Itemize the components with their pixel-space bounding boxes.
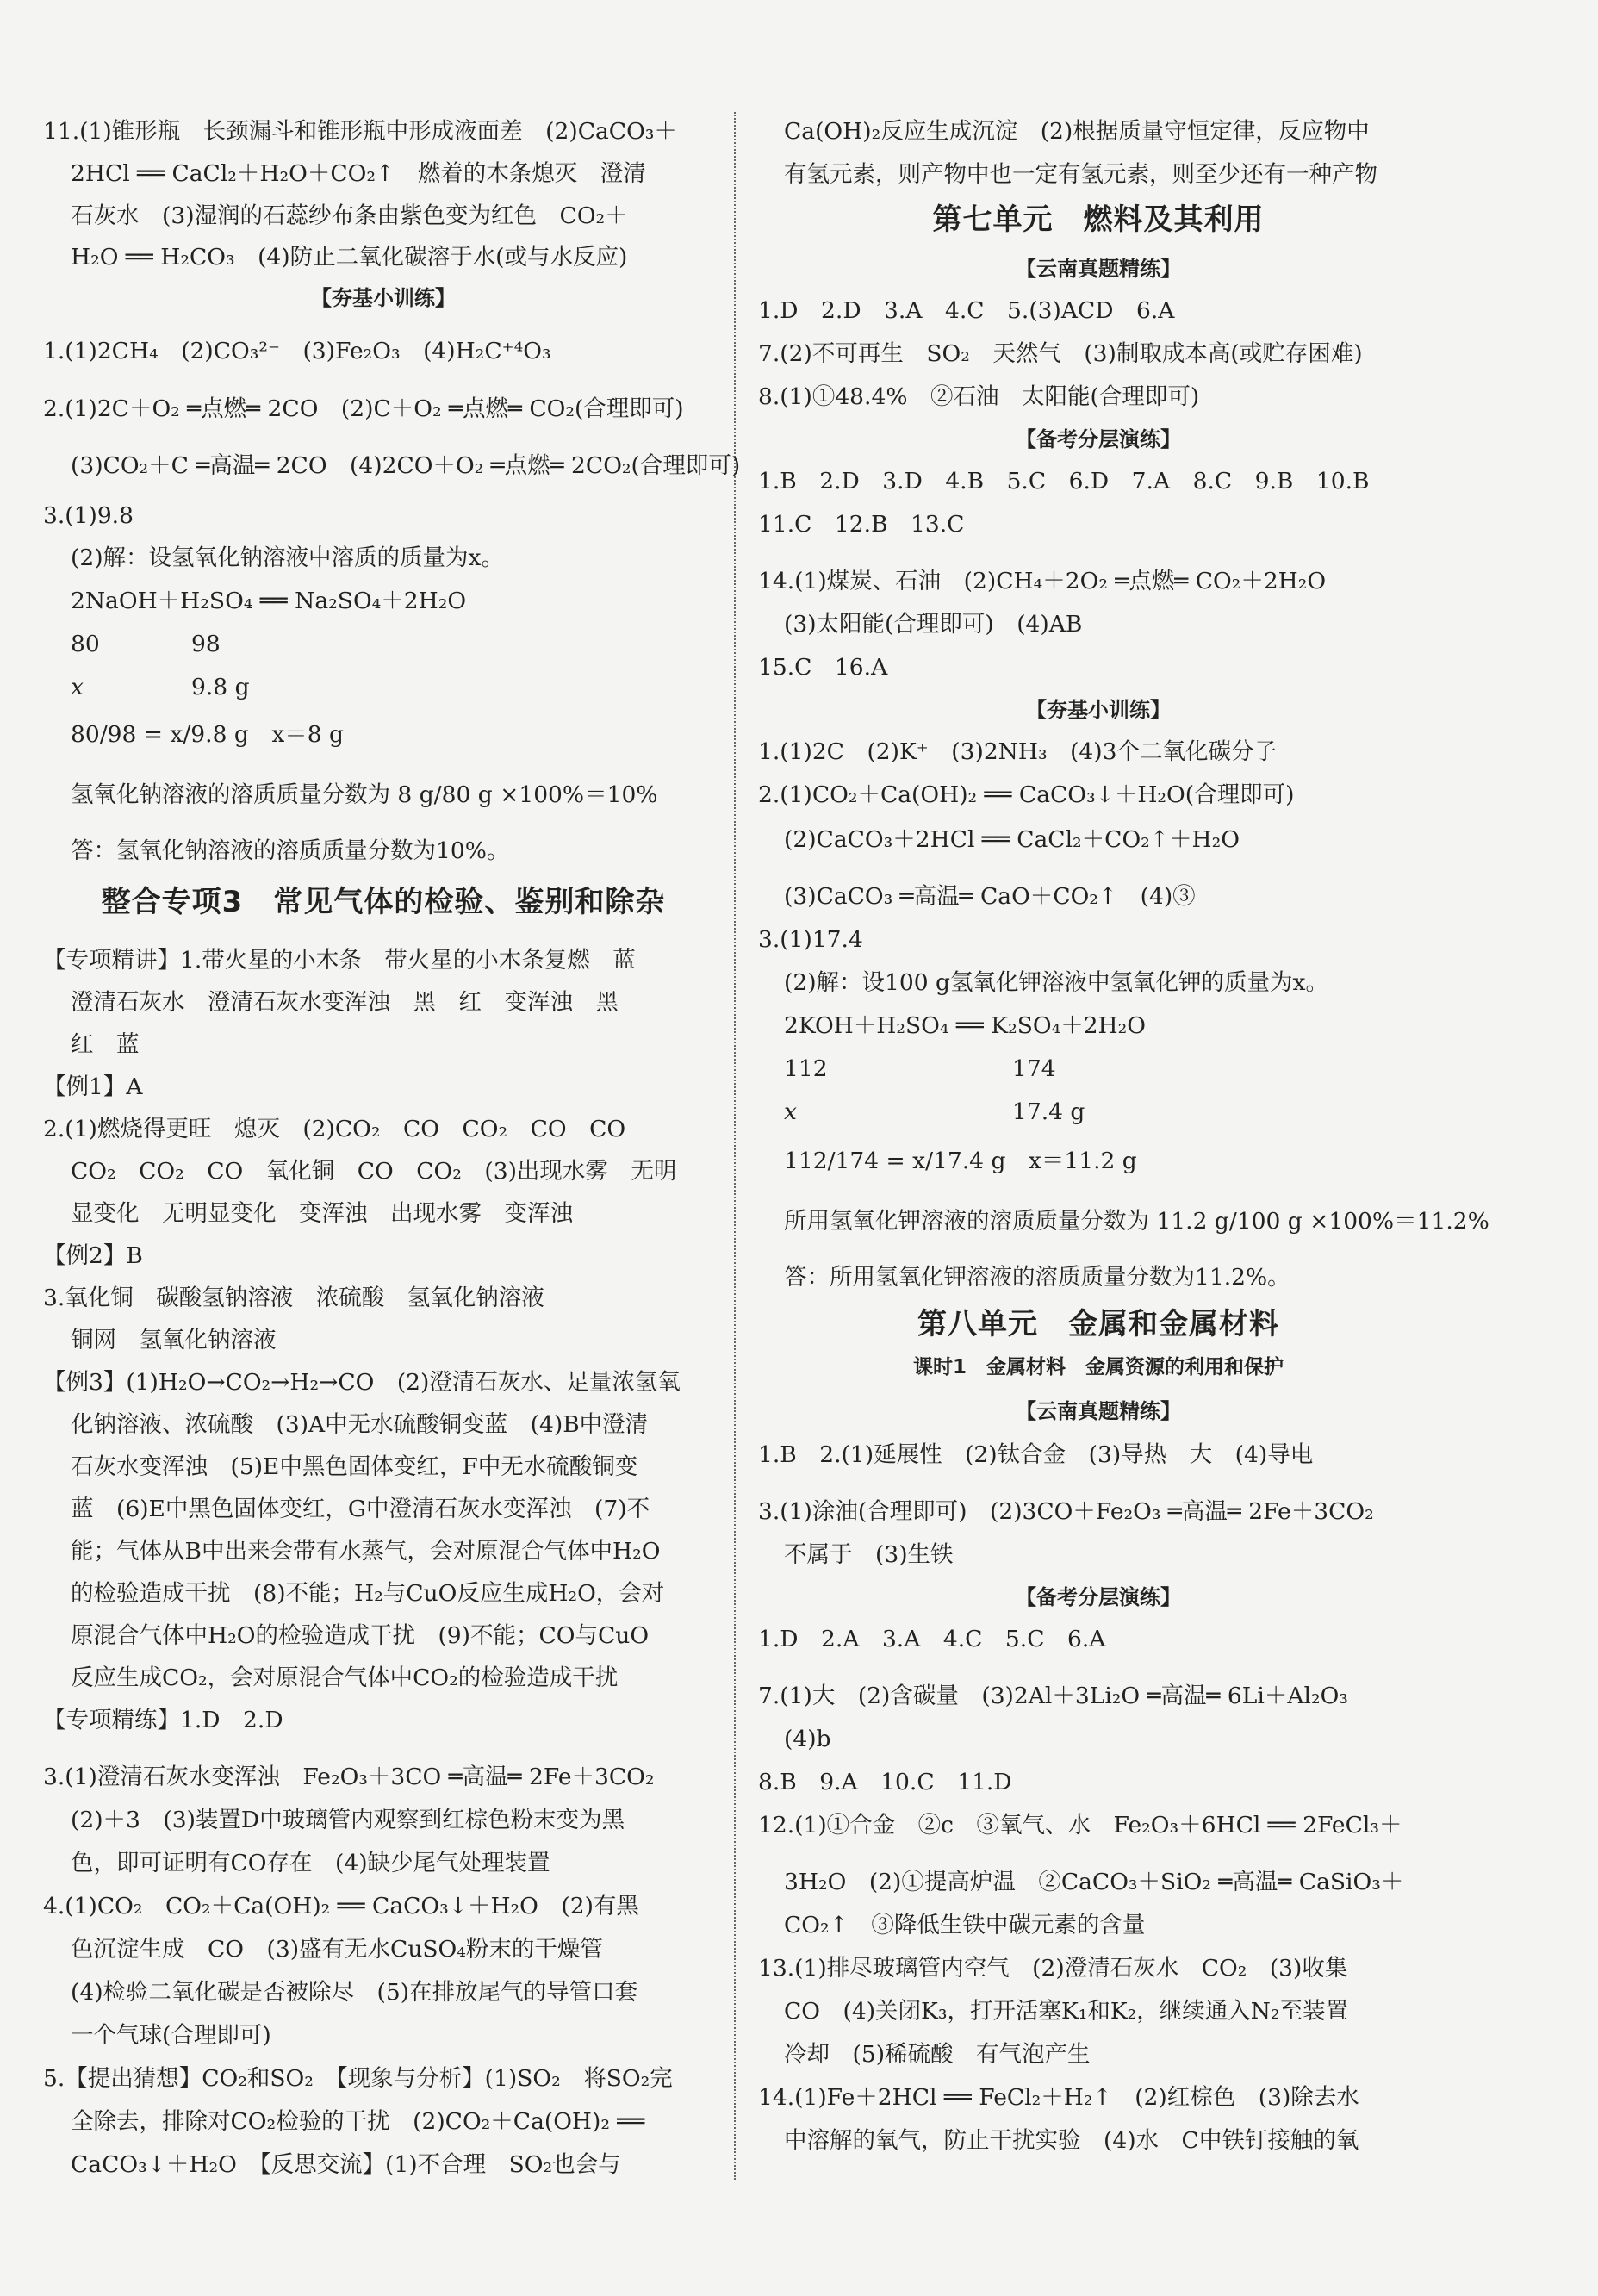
beikao-heading-1: 【备考分层演练】 xyxy=(1016,427,1181,451)
r-duoji-1: 1.(1)2C (2)K⁺ (3)2NH₃ (4)3个二氧化碳分子 xyxy=(758,738,1277,765)
zj2-line-1: 2.(1)燃烧得更旺 熄灭 (2)CO₂ CO CO₂ CO CO xyxy=(43,1116,626,1142)
answer: 答：氢氧化钠溶液的溶质质量分数为10%。 xyxy=(71,837,510,864)
zj1-line-1: 【专项精讲】1.带火星的小木条 带火星的小木条复燃 蓝 xyxy=(43,947,636,974)
u8-14-line-1: 14.(1)Fe＋2HCl ══ FeCl₂＋H₂↑ (2)红棕色 (3)除去水 xyxy=(758,2084,1359,2111)
r-unknown-x: x xyxy=(784,1098,797,1125)
duoji-3-line-1: 3.(1)9.8 xyxy=(43,502,134,529)
zj1-line-2: 澄清石灰水 澄清石灰水变浑浊 黑 红 变浑浊 黑 xyxy=(71,989,619,1016)
jl4-line-3: (4)检验二氧化碳是否被除尽 (5)在排放尾气的导管口套 xyxy=(71,1979,638,2006)
jl-1: 【专项精练】1.D 2.D xyxy=(43,1707,283,1733)
q11-line-4: H₂O ══ H₂CO₃ (4)防止二氧化碳溶于水(或与水反应) xyxy=(71,244,628,271)
u7-bk-14-line-2: (3)太阳能(合理即可) (4)AB xyxy=(784,611,1083,638)
molar-mass-80: 80 xyxy=(71,631,100,657)
jl5-line-1: 5.【提出猜想】CO₂和SO₂ 【现象与分析】(1)SO₂ 将SO₂完 xyxy=(43,2065,673,2092)
unit8-title: 第八单元 金属和金属材料 xyxy=(917,1307,1279,1341)
zj3-line-1: 3.氧化铜 碳酸氢钠溶液 浓硫酸 氢氧化钠溶液 xyxy=(43,1285,544,1311)
duoji-1: 1.(1)2CH₄ (2)CO₃²⁻ (3)Fe₂O₃ (4)H₂C⁺⁴O₃ xyxy=(43,338,551,364)
u8-yn-line-2: 3.(1)涂油(合理即可) (2)3CO＋Fe₂O₃ ═高温═ 2Fe＋3CO₂ xyxy=(758,1498,1374,1525)
jl4-line-2: 色沉淀生成 CO (3)盛有无水CuSO₄粉末的干燥管 xyxy=(71,1936,603,1963)
jl3-line-3: 色，即可证明有CO存在 (4)缺少尾气处理装置 xyxy=(71,1850,550,1876)
beikao-heading-2: 【备考分层演练】 xyxy=(1016,1585,1181,1609)
duoji-3-line-2: (2)解：设氢氧化钠溶液中溶质的质量为x。 xyxy=(71,544,504,571)
cont-line-1: Ca(OH)₂反应生成沉淀 (2)根据质量守恒定律，反应物中 xyxy=(784,118,1370,145)
ex3-line-5: 能；气体从B中出来会带有水蒸气，会对原混合气体中H₂O xyxy=(71,1538,661,1565)
ex3-line-2: 化钠溶液、浓硫酸 (3)A中无水硫酸铜变蓝 (4)B中澄清 xyxy=(71,1411,649,1438)
r-proportion: 112/174 = x/17.4 g x＝11.2 g xyxy=(784,1148,1137,1174)
molar-mass-98: 98 xyxy=(191,631,221,657)
u8-13-line-2: CO (4)关闭K₃，打开活塞K₁和K₂，继续通入N₂至装置 xyxy=(784,1998,1349,2025)
u7-yn-line-2: 7.(2)不可再生 SO₂ 天然气 (3)制取成本高(或贮存困难) xyxy=(758,340,1363,367)
jl5-line-3: CaCO₃↓＋H₂O 【反思交流】(1)不合理 SO₂也会与 xyxy=(71,2151,621,2178)
unit7-title: 第七单元 燃料及其利用 xyxy=(932,202,1265,237)
u8-12-line-2: 3H₂O (2)①提高炉温 ②CaCO₃＋SiO₂ ═高温═ CaSiO₃＋ xyxy=(784,1869,1404,1895)
u8-14-line-2: 中溶解的氧气，防止干扰实验 (4)水 C中铁钉接触的氧 xyxy=(784,2127,1359,2154)
zj1-line-3: 红 蓝 xyxy=(71,1031,140,1058)
molar-mass-174: 174 xyxy=(1012,1055,1056,1082)
section-heading-duoji: 【夯基小训练】 xyxy=(311,286,456,310)
jl3-line-1: 3.(1)澄清石灰水变浑浊 Fe₂O₃＋3CO ═高温═ 2Fe＋3CO₂ xyxy=(43,1764,655,1790)
u7-yn-line-3: 8.(1)①48.4% ②石油 太阳能(合理即可) xyxy=(758,383,1200,410)
u7-bk-line-1: 1.B 2.D 3.D 4.B 5.C 6.D 7.A 8.C 9.B 10.B xyxy=(758,468,1370,495)
proportion: 80/98 = x/9.8 g x＝8 g xyxy=(71,721,345,748)
u7-bk-14-line-1: 14.(1)煤炭、石油 (2)CH₄＋2O₂ ═点燃═ CO₂＋2H₂O xyxy=(758,568,1327,594)
zj3-line-2: 铜网 氢氧化钠溶液 xyxy=(71,1327,277,1353)
u8-yn-line-1: 1.B 2.(1)延展性 (2)钛合金 (3)导热 大 (4)导电 xyxy=(758,1441,1314,1468)
duoji-heading-2: 【夯基小训练】 xyxy=(1026,698,1171,722)
jl5-line-2: 全除去，排除对CO₂检验的干扰 (2)CO₂＋Ca(OH)₂ ══ xyxy=(71,2108,645,2135)
duoji-3-equation: 2NaOH＋H₂SO₄ ══ Na₂SO₄＋2H₂O xyxy=(71,588,467,614)
ex3-line-6: 的检验造成干扰 (8)不能；H₂与CuO反应生成H₂O，会对 xyxy=(71,1580,665,1607)
u8-12-line-3: CO₂↑ ③降低生铁中碳元素的含量 xyxy=(784,1912,1146,1938)
u8-bk-line-2: 7.(1)大 (2)含碳量 (3)2Al＋3Li₂O ═高温═ 6Li＋Al₂O₃ xyxy=(758,1683,1348,1709)
u8-12-line-1: 12.(1)①合金 ②c ③氧气、水 Fe₂O₃＋6HCl ══ 2FeCl₃＋ xyxy=(758,1812,1402,1839)
u7-bk-line-2: 11.C 12.B 13.C xyxy=(758,511,965,538)
r-duoji-2-line-2: (2)CaCO₃＋2HCl ══ CaCl₂＋CO₂↑＋H₂O xyxy=(784,826,1240,853)
mass-17-4g: 17.4 g xyxy=(1012,1098,1085,1125)
yunnan-heading-1: 【云南真题精练】 xyxy=(1016,257,1181,281)
r-duoji-2-line-1: 2.(1)CO₂＋Ca(OH)₂ ══ CaCO₃↓＋H₂O(合理即可) xyxy=(758,781,1295,808)
r-mass-fraction: 所用氢氧化钾溶液的溶质质量分数为 11.2 g/100 g ×100%＝11.2% xyxy=(784,1208,1489,1235)
zj2-line-2: CO₂ CO₂ CO 氧化铜 CO CO₂ (3)出现水雾 无明 xyxy=(71,1158,677,1185)
ex3-line-8: 反应生成CO₂，会对原混合气体中CO₂的检验造成干扰 xyxy=(71,1664,619,1691)
u7-bk-line-4: 15.C 16.A xyxy=(758,654,888,681)
duoji-2-line-2: (3)CO₂＋C ═高温═ 2CO (4)2CO＋O₂ ═点燃═ 2CO₂(合理即可) xyxy=(71,452,741,479)
yunnan-heading-2: 【云南真题精练】 xyxy=(1016,1399,1181,1423)
jl4-line-4: 一个气球(合理即可) xyxy=(71,2022,271,2049)
zj2-line-3: 显变化 无明显变化 变浑浊 出现水雾 变浑浊 xyxy=(71,1200,573,1227)
q11-line-3: 石灰水 (3)湿润的石蕊纱布条由紫色变为红色 CO₂＋ xyxy=(71,202,628,229)
q11-line-2: 2HCl ══ CaCl₂＋H₂O＋CO₂↑ 燃着的木条熄灭 澄清 xyxy=(71,160,646,187)
example-1: 【例1】A xyxy=(43,1073,143,1100)
u8-bk-line-1: 1.D 2.A 3.A 4.C 5.C 6.A xyxy=(758,1626,1106,1652)
column-divider xyxy=(734,112,736,2180)
q11-line-1: 11.(1)锥形瓶 长颈漏斗和锥形瓶中形成液面差 (2)CaCO₃＋ xyxy=(43,118,677,145)
unknown-x: x xyxy=(71,674,84,700)
ex3-line-4: 蓝 (6)E中黑色固体变红，G中澄清石灰水变浑浊 (7)不 xyxy=(71,1496,650,1522)
mass-9-8g: 9.8 g xyxy=(191,674,250,700)
r-duoji-3-line-2: (2)解：设100 g氢氧化钾溶液中氢氧化钾的质量为x。 xyxy=(784,969,1328,996)
lesson-1-title: 课时1 金属材料 金属资源的利用和保护 xyxy=(912,1356,1284,1378)
mass-fraction: 氢氧化钠溶液的溶质质量分数为 8 g/80 g ×100%＝10% xyxy=(71,781,658,808)
example-2: 【例2】B xyxy=(43,1242,143,1269)
u8-bk-line-4: 8.B 9.A 10.C 11.D xyxy=(758,1769,1012,1795)
r-duoji-3-line-1: 3.(1)17.4 xyxy=(758,926,863,953)
u8-yn-line-3: 不属于 (3)生铁 xyxy=(784,1541,954,1568)
cont-line-2: 有氢元素，则产物中也一定有氢元素，则至少还有一种产物 xyxy=(784,161,1377,188)
ex3-line-7: 原混合气体中H₂O的检验造成干扰 (9)不能；CO与CuO xyxy=(71,1622,650,1649)
u8-13-line-3: 冷却 (5)稀硫酸 有气泡产生 xyxy=(784,2041,1091,2068)
jl3-line-2: (2)＋3 (3)装置D中玻璃管内观察到红棕色粉末变为黑 xyxy=(71,1807,625,1833)
r-duoji-2-line-3: (3)CaCO₃ ═高温═ CaO＋CO₂↑ (4)③ xyxy=(784,883,1196,910)
r-answer: 答：所用氢氧化钾溶液的溶质质量分数为11.2%。 xyxy=(784,1264,1290,1291)
u7-yn-line-1: 1.D 2.D 3.A 4.C 5.(3)ACD 6.A xyxy=(758,297,1175,324)
r-duoji-3-equation: 2KOH＋H₂SO₄ ══ K₂SO₄＋2H₂O xyxy=(784,1012,1147,1039)
ex3-line-3: 石灰水变浑浊 (5)E中黑色固体变红，F中无水硫酸铜变 xyxy=(71,1453,638,1480)
u8-bk-line-3: (4)b xyxy=(784,1726,831,1752)
jl4-line-1: 4.(1)CO₂ CO₂＋Ca(OH)₂ ══ CaCO₃↓＋H₂O (2)有黑 xyxy=(43,1893,639,1920)
molar-mass-112: 112 xyxy=(784,1055,828,1082)
ex3-line-1: 【例3】(1)H₂O→CO₂→H₂→CO (2)澄清石灰水、足量浓氢氧 xyxy=(43,1369,681,1396)
u8-13-line-1: 13.(1)排尽玻璃管内空气 (2)澄清石灰水 CO₂ (3)收集 xyxy=(758,1955,1348,1982)
zhenghe-title: 整合专项3 常见气体的检验、鉴别和除杂 xyxy=(101,885,666,919)
duoji-2-line-1: 2.(1)2C＋O₂ ═点燃═ 2CO (2)C＋O₂ ═点燃═ CO₂(合理即可) xyxy=(43,395,684,422)
